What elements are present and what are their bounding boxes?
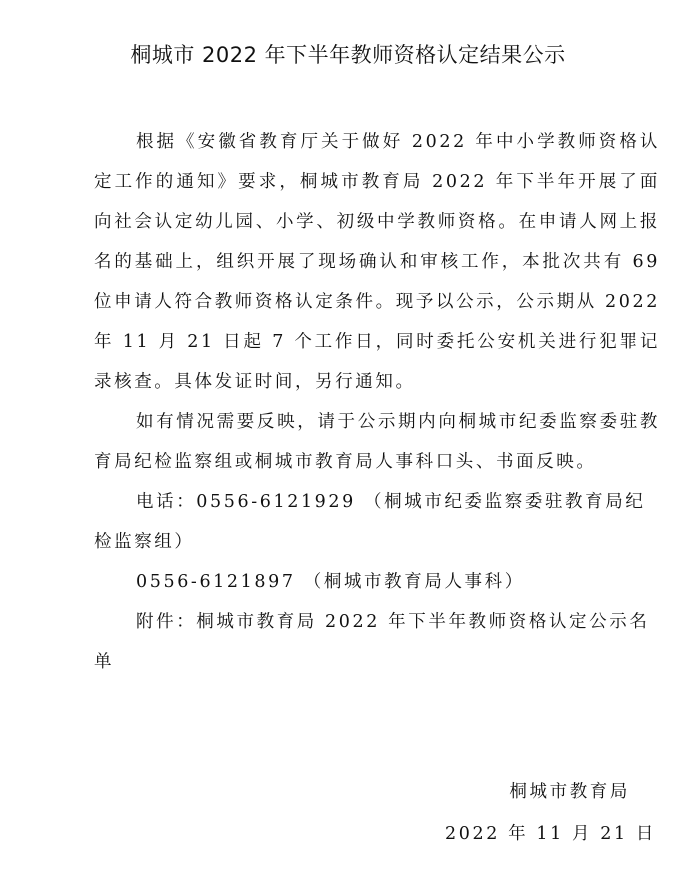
feedback-paragraph: 如有情况需要反映，请于公示期内向桐城市纪委监察委驻教育局纪检监察组或桐城市教育局人事科口头、书面反映。 bbox=[94, 412, 660, 472]
signature-date: 2022 年 11 月 21 日 bbox=[445, 824, 656, 844]
announcement-paragraph: 根据《安徽省教育厅关于做好 2022 年中小学教师资格认定工作的通知》要求，桐城市教育局 2022 年下半年开展了面向社会认定幼儿园、小学、初级中学教师资格。在申请人网上报名的基础上，组织开展了现场确认和审核工作，本批次共有 69 位申请人符合教师资格认定条件。现予以公示，公示期从 2022 年 11 月 21 日起 7 个工作日，同时委托公安机关进行犯罪记录核查。具体发证时间，另行通知。 bbox=[94, 132, 660, 392]
phone-line-personnel-office: 0556-6121897 （桐城市教育局人事科） bbox=[136, 572, 525, 592]
signature-organization: 桐城市教育局 bbox=[509, 782, 630, 802]
document-title: 桐城市 2022 年下半年教师资格认定结果公示 bbox=[130, 43, 566, 67]
attachment-line: 附件：桐城市教育局 2022 年下半年教师资格认定公示名单 bbox=[94, 612, 650, 672]
phone-line-discipline-office: 电话：0556-6121929 （桐城市纪委监察委驻教育局纪检监察组） bbox=[94, 492, 646, 552]
